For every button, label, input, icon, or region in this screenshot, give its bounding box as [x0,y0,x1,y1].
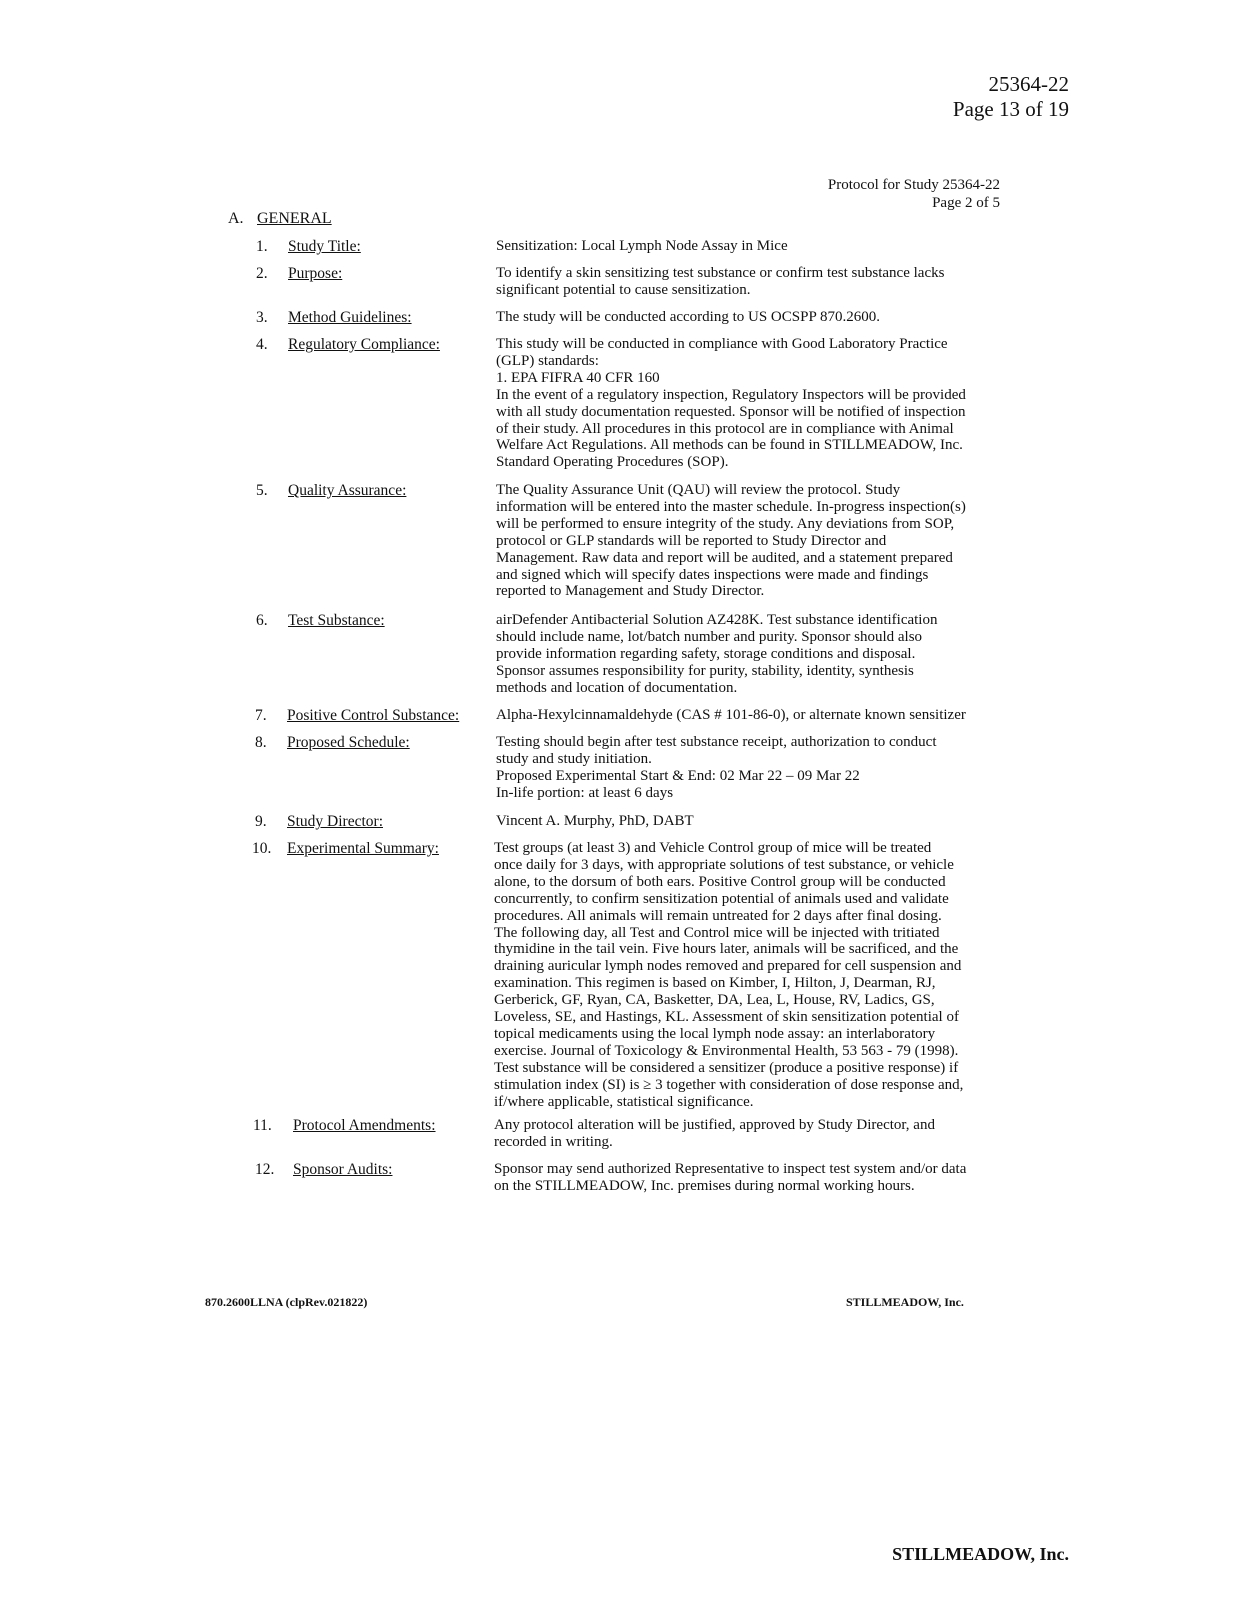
item-number: 3. [256,309,268,326]
item-number: 11. [253,1117,272,1134]
item-text-line: Alpha-Hexylcinnamaldehyde (CAS # 101-86-0), or alternate known sensitizer [496,707,966,723]
report-number: 25364-22 [988,72,1069,96]
item-text-line: Test groups (at least 3) and Vehicle Control group of mice will be treated [494,840,932,856]
item-text-line: protocol or GLP standards will be reported to Study Director and [496,532,887,549]
item-text-line: 1. EPA FIFRA 40 CFR 160 [496,369,660,386]
item-text-line: concurrently, to confirm sensitization potential of animals used and validate [494,890,949,907]
item-number: 10. [252,840,272,857]
item-text-line: if/where applicable, statistical significance. [494,1093,754,1110]
section-title: GENERAL [257,210,332,227]
item-text [496,309,1024,326]
item-text [496,612,1024,697]
item-number: 12. [255,1161,275,1178]
item-text-line: alone, to the dorsum of both ears. Positive Control group will be conducted [494,873,946,890]
item-text-line: provide information regarding safety, storage conditions and disposal. [496,645,916,662]
item-text-line: draining auricular lymph nodes removed and prepared for cell suspension and [494,958,962,975]
item-label: Test Substance: [288,612,385,629]
item-text-line: will be performed to ensure integrity of the study. Any deviations from SOP, [496,515,955,532]
item-label: Proposed Schedule: [287,734,410,751]
item-text-line: stimulation index (SI) is ≥ 3 together with consideration of dose response and, [494,1076,964,1093]
item-text-line: Management. Raw data and report will be audited, and a statement prepared [496,549,953,566]
item-text-line: Sensitization: Local Lymph Node Assay in Mice [496,238,788,254]
item-text-line: topical medicaments using the local lymph node assay: an interlaboratory [494,1025,936,1042]
item-text-line: reported to Management and Study Director. [496,583,765,600]
item-text-line: airDefender Antibacterial Solution AZ428K. Test substance identification [496,612,938,628]
item-text-line: Proposed Experimental Start & End: 02 Mar 22 – 09 Mar 22 [496,767,860,784]
item-number: 5. [256,482,268,499]
item-text-line: thymidine in the tail vein. Five hours later, animals will be sacrificed, and the [494,941,959,958]
item-text-line: and signed which will specify dates inspections were made and findings [496,566,929,583]
item-label: Protocol Amendments: [293,1117,436,1134]
item-text [496,707,1024,724]
item-label: Sponsor Audits: [293,1161,393,1178]
page-footer-company: STILLMEADOW, Inc. [892,1544,1069,1564]
item-text-line: The Quality Assurance Unit (QAU) will review the protocol. Study [496,482,901,498]
item-text-line: This study will be conducted in compliance with Good Laboratory Practice [496,336,948,352]
item-text [496,336,1024,471]
protocol-page-number: Page 2 of 5 [932,195,1000,211]
item-number: 2. [256,265,268,282]
item-label: Quality Assurance: [288,482,407,499]
item-text-line: significant potential to cause sensitization. [496,281,751,298]
item-number: 7. [255,707,267,724]
item-label: Study Title: [288,238,361,255]
item-text-line: methods and location of documentation. [496,679,738,696]
item-text-line: The following day, all Test and Control mice will be injected with tritiated [494,924,940,941]
item-text [496,734,1024,802]
item-text-line: In the event of a regulatory inspection, Regulatory Inspectors will be provided [496,386,966,403]
item-number: 8. [255,734,267,751]
report-id-block [953,72,1069,122]
item-label: Study Director: [287,813,383,830]
item-text-line: procedures. All animals will remain untreated for 2 days after final dosing. [494,907,942,924]
item-text [496,813,1024,830]
item-text-line: To identify a skin sensitizing test substance or confirm test substance lacks [496,265,945,281]
item-label: Regulatory Compliance: [288,336,440,353]
section-letter: A. [228,210,244,227]
item-text [494,840,1022,1111]
report-page-number: Page 13 of 19 [952,97,1069,121]
item-text-line: (GLP) standards: [496,352,599,369]
protocol-footer-code: 870.2600LLNA (clpRev.021822) [205,1295,368,1309]
item-label: Experimental Summary: [287,840,439,857]
item-text-line: Sponsor may send authorized Representative to inspect test system and/or data [494,1161,967,1177]
item-text-line: should include name, lot/batch number and purity. Sponsor should also [496,628,923,645]
item-text-line: Any protocol alteration will be justified, approved by Study Director, and [494,1117,935,1133]
item-text-line: of their study. All procedures in this protocol are in compliance with Animal [496,420,954,437]
item-text-line: In-life portion: at least 6 days [496,784,674,801]
item-text-line: recorded in writing. [494,1133,613,1150]
item-number: 9. [255,813,267,830]
item-text [496,265,1024,299]
item-number: 4. [256,336,268,353]
item-text-line: information will be entered into the master schedule. In-progress inspection(s) [496,498,966,515]
item-text-line: once daily for 3 days, with appropriate solutions of test substance, or vehicle [494,856,954,873]
item-text-line: Test substance will be considered a sensitizer (produce a positive response) if [494,1059,959,1076]
item-text [496,482,1024,600]
item-label: Positive Control Substance: [287,707,460,724]
item-text-line: The study will be conducted according to US OCSPP 870.2600. [496,309,880,325]
item-text-line: on the STILLMEADOW, Inc. premises during normal working hours. [494,1177,915,1194]
item-number: 1. [256,238,268,255]
item-text-line: exercise. Journal of Toxicology & Environmental Health, 53 563 - 79 (1998). [494,1042,959,1059]
item-text-line: examination. This regimen is based on Kimber, I, Hilton, J, Dearman, RJ, [494,975,936,992]
item-text [494,1117,1022,1151]
protocol-title: Protocol for Study 25364-22 [827,177,1000,193]
protocol-footer-company: STILLMEADOW, Inc. [846,1295,964,1309]
item-text-line: with all study documentation requested. Sponsor will be notified of inspection [496,403,966,420]
item-number: 6. [256,612,268,629]
item-text-line: Gerberick, GF, Ryan, CA, Basketter, DA, Lea, L, House, RV, Ladics, GS, [494,992,935,1009]
protocol-header [828,176,1000,212]
item-text-line: Vincent A. Murphy, PhD, DABT [496,813,694,829]
item-label: Method Guidelines: [288,309,412,326]
item-text-line: study and study initiation. [496,750,652,767]
item-text [494,1161,1022,1195]
item-text-line: Welfare Act Regulations. All methods can be found in STILLMEADOW, Inc. [496,437,963,454]
item-text [496,238,1024,255]
item-text-line: Testing should begin after test substance receipt, authorization to conduct [496,734,937,750]
item-text-line: Standard Operating Procedures (SOP). [496,454,729,471]
item-label: Purpose: [288,265,343,282]
item-text-line: Loveless, SE, and Hastings, KL. Assessment of skin sensitization potential of [494,1009,959,1026]
item-text-line: Sponsor assumes responsibility for purity, stability, identity, synthesis [496,662,914,679]
